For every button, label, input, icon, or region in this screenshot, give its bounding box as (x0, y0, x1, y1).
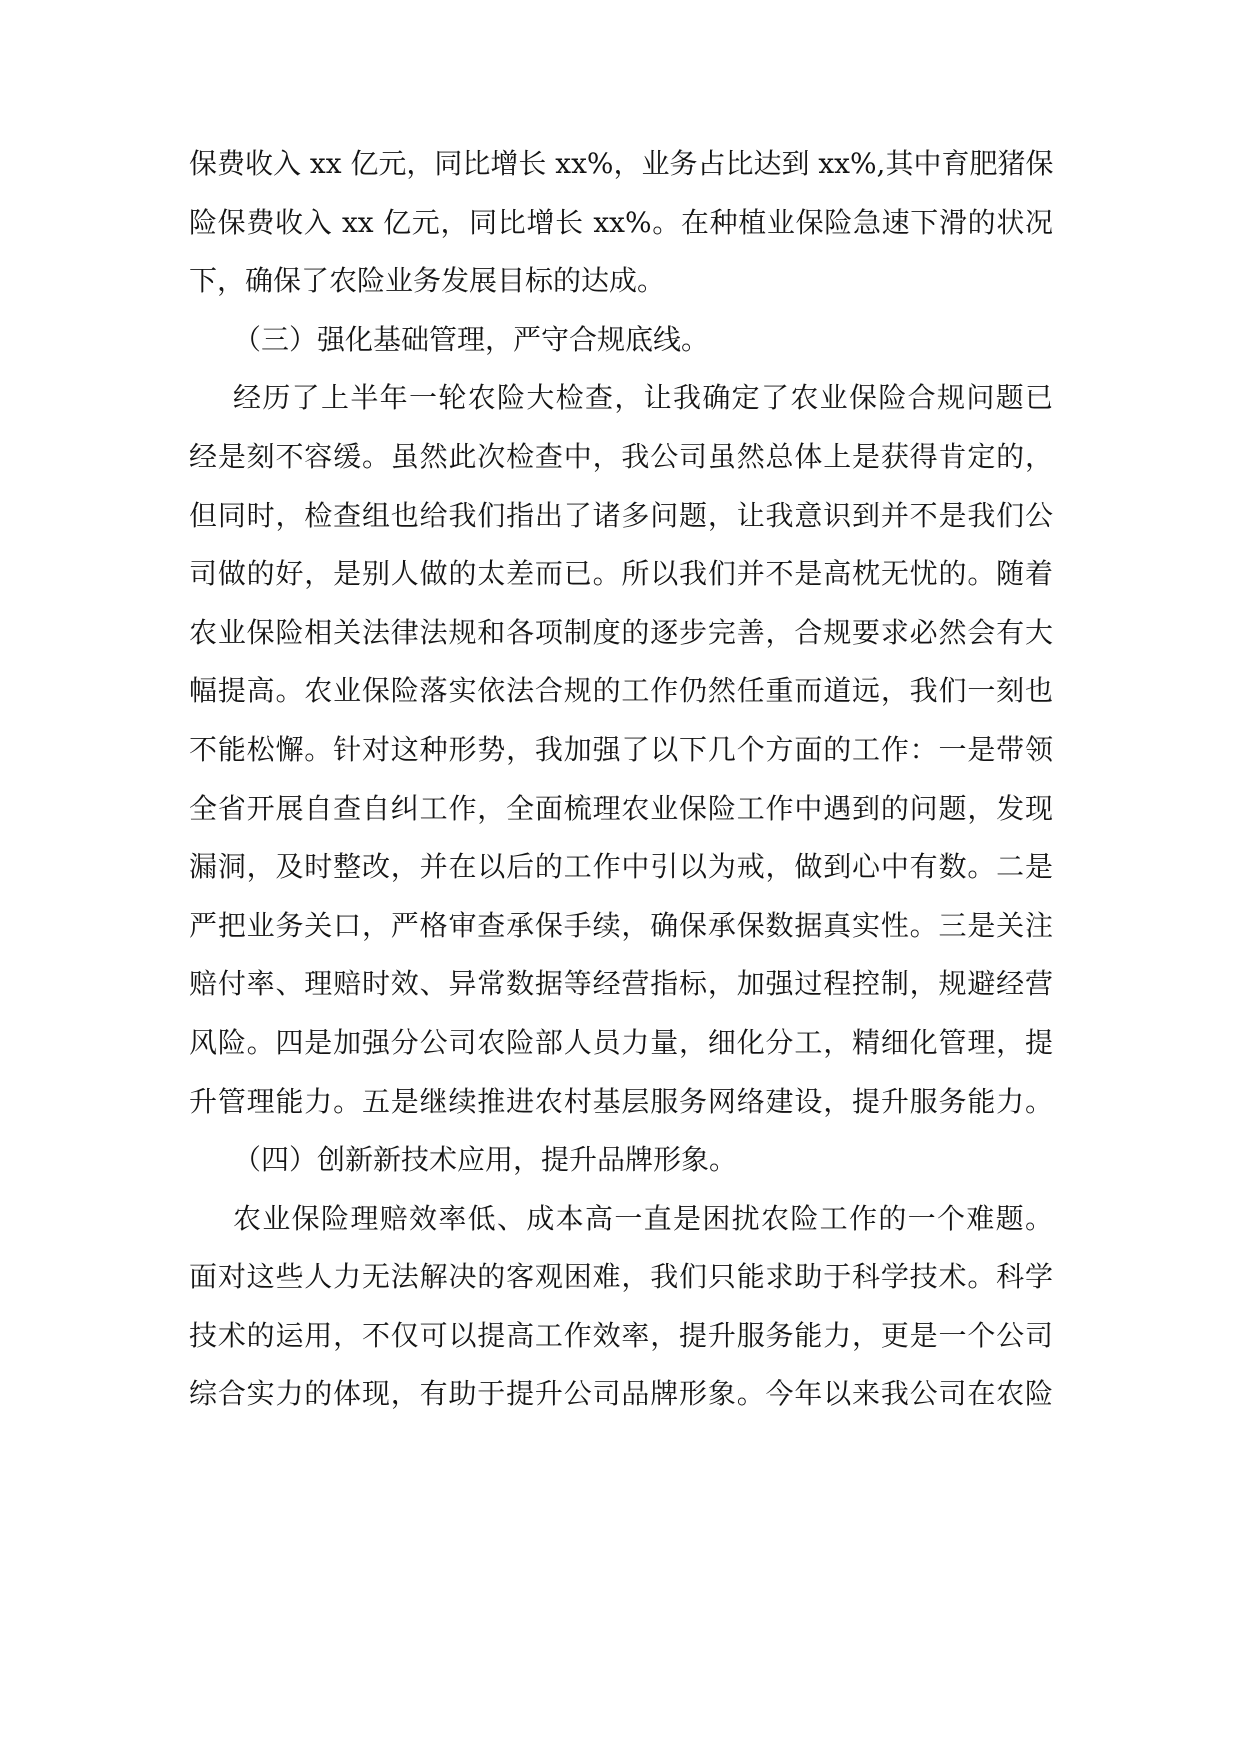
text-line: 赔付率、理赔时效、异常数据等经营指标，加强过程控制，规避经营 (189, 967, 1053, 1001)
text-line: 农业保险理赔效率低、成本高一直是困扰农险工作的一个难题。 (233, 1201, 1053, 1235)
text-line: 经是刻不容缓。虽然此次检查中，我公司虽然总体上是获得肯定的， (189, 439, 1053, 473)
text-line: 司做的好，是别人做的太差而已。所以我们并不是高枕无忧的。随着 (189, 557, 1053, 591)
text-line: 漏洞，及时整改，并在以后的工作中引以为戒，做到心中有数。二是 (189, 850, 1053, 884)
text-line: 严把业务关口，严格审查承保手续，确保承保数据真实性。三是关注 (189, 908, 1053, 942)
text-line: 面对这些人力无法解决的客观困难，我们只能求助于科学技术。科学 (189, 1260, 1053, 1294)
text-line: 全省开展自查自纠工作，全面梳理农业保险工作中遇到的问题，发现 (189, 791, 1053, 825)
section-heading: （三）强化基础管理，严守合规底线。 (233, 322, 710, 356)
text-line: 保费收入 xx 亿元，同比增长 xx%，业务占比达到 xx%,其中育肥猪保 (189, 147, 1054, 180)
text-line: 升管理能力。五是继续推进农村基层服务网络建设，提升服务能力。 (189, 1084, 1053, 1118)
text-line: 下，确保了农险业务发展目标的达成。 (189, 264, 666, 298)
body-text (189, 135, 1053, 1424)
text-line: 险保费收入 xx 亿元，同比增长 xx%。在种植业保险急速下滑的状况 (189, 205, 1053, 239)
text-line: 幅提高。农业保险落实依法合规的工作仍然任重而道远，我们一刻也 (189, 674, 1053, 708)
text-line: 综合实力的体现，有助于提升公司品牌形象。今年以来我公司在农险 (189, 1377, 1053, 1411)
text-line: 经历了上半年一轮农险大检查，让我确定了农业保险合规问题已 (233, 381, 1053, 415)
text-line: 但同时，检查组也给我们指出了诸多问题，让我意识到并不是我们公 (189, 498, 1053, 532)
text-line: 农业保险相关法律法规和各项制度的逐步完善，合规要求必然会有大 (189, 615, 1053, 649)
text-line: 不能松懈。针对这种形势，我加强了以下几个方面的工作：一是带领 (189, 732, 1053, 766)
text-line: 技术的运用，不仅可以提高工作效率，提升服务能力，更是一个公司 (189, 1318, 1053, 1352)
section-heading: （四）创新新技术应用，提升品牌形象。 (233, 1143, 738, 1177)
text-line: 风险。四是加强分公司农险部人员力量，细化分工，精细化管理，提 (189, 1025, 1053, 1059)
